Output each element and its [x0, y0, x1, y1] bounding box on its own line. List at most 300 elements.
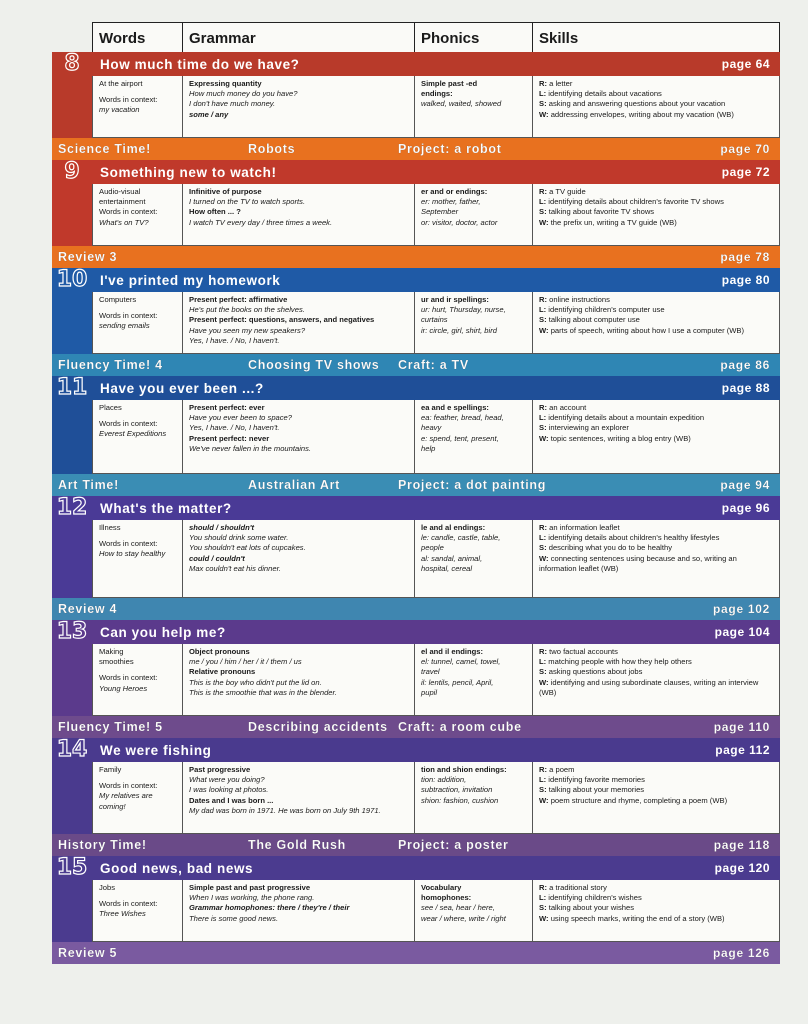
grammar-line: He's put the books on the shelves.: [189, 305, 305, 315]
band-page-ref: page 118: [713, 838, 770, 852]
skill-line: [539, 903, 775, 913]
unit-side-strip: [52, 644, 92, 716]
skill-line: [539, 218, 775, 228]
unit-title: Good news, bad news: [100, 860, 254, 876]
unit-content-row: [92, 880, 780, 942]
grammar-line: Present perfect: never: [189, 433, 270, 443]
column-header-row: [92, 22, 780, 52]
grammar-line: There is some good news.: [189, 913, 279, 923]
skill-line: [539, 678, 775, 698]
phonics-cell: [415, 762, 533, 833]
skill-text: topic sentences, writing a blog entry (WB): [550, 433, 691, 443]
grammar-line: I was looking at photos.: [189, 785, 269, 795]
words-line: Family: [99, 765, 122, 774]
phonics-line: September: [421, 207, 459, 217]
unit-12-title-bar: [52, 496, 780, 520]
skill-line: [539, 315, 775, 325]
skill-key: R:: [539, 883, 548, 892]
unit-side-strip: [52, 400, 92, 474]
skill-line: [539, 785, 775, 795]
section-band: [52, 834, 780, 856]
grammar-cell: [183, 880, 415, 941]
words-line: Audio-visual: [99, 187, 141, 196]
band-label: Review 3: [58, 250, 118, 264]
unit-13-body: [52, 644, 780, 716]
unit-side-strip: [52, 184, 92, 246]
grammar-line: This is the boy who didn't put the lid on.: [189, 677, 322, 687]
grammar-cell: [183, 184, 415, 245]
phonics-cell: [415, 520, 533, 597]
skill-line: [539, 893, 775, 903]
skill-text: identifying children's wishes: [548, 893, 642, 903]
unit-page-ref: page 88: [721, 381, 770, 395]
unit-content-row: [92, 184, 780, 246]
unit-content-row: [92, 644, 780, 716]
phonics-line: shion: fashion, cushion: [421, 795, 499, 805]
phonics-line: ur and ir spellings:: [421, 295, 489, 304]
phonics-line: e: spend, tent, present,: [421, 433, 499, 443]
grammar-line: I don't have much money.: [189, 99, 276, 109]
phonics-line: er: mother, father,: [421, 197, 481, 207]
skill-text: matching people with how they help others: [548, 657, 692, 667]
grammar-line: me / you / him / her / it / them / us: [189, 657, 302, 667]
skill-key: S:: [539, 543, 547, 553]
grammar-line: Yes, I have. / No, I haven't.: [189, 423, 280, 433]
skill-text: addressing envelopes, writing about my vacation (WB): [550, 109, 734, 119]
skill-text: identifying details about children's favorite TV shows: [548, 197, 724, 207]
band-page-ref: page 126: [713, 946, 770, 960]
grammar-line: Yes, I have. / No, I haven't.: [189, 335, 280, 345]
grammar-line: Relative pronouns: [189, 667, 256, 677]
words-cell: [93, 400, 183, 473]
grammar-line: When I was working, the phone rang.: [189, 893, 315, 903]
unit-15-title-bar: [52, 856, 780, 880]
words-cell: [93, 76, 183, 137]
skill-key: R:: [539, 765, 548, 774]
words-line: Young Heroes: [99, 683, 148, 693]
skill-key: W:: [539, 677, 549, 687]
grammar-line: some / any: [189, 109, 229, 119]
skill-key: L:: [539, 305, 547, 315]
skill-line: [539, 657, 775, 667]
unit-13-title-bar: [52, 620, 780, 644]
words-line: Words in context:: [99, 781, 158, 791]
band-project: Project: a robot: [398, 142, 502, 156]
grammar-cell: [183, 76, 415, 137]
skill-line: [539, 413, 775, 423]
band-page-ref: page 86: [720, 358, 770, 372]
phonics-line: endings:: [421, 89, 453, 99]
band-topic: Australian Art: [248, 478, 340, 492]
skill-line: [539, 403, 775, 413]
skill-key: R:: [539, 187, 548, 196]
skill-line: [539, 765, 775, 775]
unit-title: I've printed my homework: [100, 272, 281, 288]
skill-line: [539, 79, 775, 89]
words-cell: [93, 184, 183, 245]
unit-content-row: [92, 520, 780, 598]
grammar-cell: [183, 644, 415, 715]
band-label: Fluency Time! 4: [58, 358, 163, 372]
words-line: What's on TV?: [99, 217, 149, 227]
skill-text: parts of speech, writing about how I use a computer (WB): [550, 325, 744, 335]
skill-line: [539, 305, 775, 315]
unit-side-strip: [52, 762, 92, 834]
words-line: Words in context:: [99, 899, 158, 909]
words-line: Words in context:: [99, 673, 158, 683]
words-line: Making: [99, 647, 124, 656]
skill-line: [539, 99, 775, 109]
skill-line: [539, 89, 775, 99]
skill-key: S:: [539, 667, 547, 677]
unit-10-title-bar: [52, 268, 780, 292]
grammar-line: Dates and I was born ...: [189, 795, 274, 805]
skill-text: identifying and using subordinate clauses, writing an interview (WB): [539, 677, 759, 697]
words-line: Three Wishes: [99, 909, 146, 919]
skill-text: asking and answering questions about your vacation: [548, 99, 726, 109]
band-label: Fluency Time! 5: [58, 720, 163, 734]
words-line: Illness: [99, 523, 121, 532]
unit-number: 12: [56, 495, 88, 520]
grammar-cell: [183, 400, 415, 473]
grammar-line: could / couldn't: [189, 553, 245, 563]
band-label: Science Time!: [58, 142, 151, 156]
phonics-line: travel: [421, 667, 440, 677]
unit-title: We were fishing: [100, 742, 212, 758]
skill-key: L:: [539, 893, 547, 903]
unit-side-strip: [52, 76, 92, 138]
words-line: my vacation: [99, 105, 140, 115]
skill-line: [539, 796, 775, 806]
band-topic: The Gold Rush: [248, 838, 346, 852]
grammar-line: Max couldn't eat his dinner.: [189, 563, 281, 573]
phonics-line: wear / where, write / right: [421, 913, 506, 923]
phonics-line: el and il endings:: [421, 647, 484, 656]
skill-key: R:: [539, 523, 548, 532]
skill-line: [539, 434, 775, 444]
skill-key: S:: [539, 99, 547, 109]
words-cell: [93, 644, 183, 715]
skill-text: talking about your memories: [548, 785, 645, 795]
grammar-line: Expressing quantity: [189, 79, 262, 88]
skill-text: a letter: [549, 79, 573, 88]
unit-15-body: [52, 880, 780, 942]
phonics-cell: [415, 400, 533, 473]
band-topic: Describing accidents: [248, 720, 388, 734]
section-band: [52, 138, 780, 160]
skill-text: the prefix un, writing a TV guide (WB): [550, 217, 677, 227]
skills-cell: [533, 644, 779, 715]
phonics-line: er and or endings:: [421, 187, 488, 196]
skill-key: W:: [539, 325, 549, 335]
band-page-ref: page 94: [720, 478, 770, 492]
phonics-line: pupil: [421, 687, 438, 697]
skills-cell: [533, 400, 779, 473]
phonics-cell: [415, 76, 533, 137]
phonics-line: ur: hurt, Thursday, nurse,: [421, 305, 506, 315]
skill-line: [539, 914, 775, 924]
skill-text: poem structure and rhyme, completing a poem (WB): [550, 795, 728, 805]
phonics-line: see / sea, hear / here,: [421, 903, 495, 913]
unit-side-strip: [52, 880, 92, 942]
skill-key: L:: [539, 413, 547, 423]
band-page-ref: page 70: [720, 142, 770, 156]
words-line: sending emails: [99, 321, 150, 331]
band-project: Project: a dot painting: [398, 478, 547, 492]
words-line: Everest Expeditions: [99, 429, 167, 439]
skill-line: [539, 207, 775, 217]
grammar-line: My dad was born in 1971. He was born on July 9th 1971.: [189, 805, 381, 815]
skill-key: R:: [539, 295, 548, 304]
unit-page-ref: page 64: [721, 57, 770, 71]
skill-text: identifying details about children's healthy lifestyles: [548, 533, 720, 543]
grammar-cell: [183, 292, 415, 353]
band-label: History Time!: [58, 838, 147, 852]
grammar-cell: [183, 520, 415, 597]
words-line: coming!: [99, 801, 126, 811]
grammar-line: Grammar homophones: there / they're / their: [189, 903, 350, 913]
words-line: Computers: [99, 295, 137, 304]
skill-text: a traditional story: [549, 883, 607, 892]
unit-10-body: [52, 292, 780, 354]
skill-text: an account: [549, 403, 587, 412]
phonics-line: Simple past -ed: [421, 79, 478, 88]
skill-key: S:: [539, 207, 547, 217]
phonics-line: curtains: [421, 315, 448, 325]
skill-line: [539, 523, 775, 533]
phonics-line: walked, waited, showed: [421, 99, 502, 109]
grammar-line: Have you seen my new speakers?: [189, 325, 306, 335]
grammar-line: What were you doing?: [189, 775, 265, 785]
skill-text: an information leaflet: [549, 523, 620, 532]
skill-key: L:: [539, 533, 547, 543]
grammar-line: You shouldn't eat lots of cupcakes.: [189, 543, 306, 553]
units-list: [52, 52, 780, 964]
skill-line: [539, 543, 775, 553]
phonics-line: hospital, cereal: [421, 563, 473, 573]
skill-text: a TV guide: [549, 187, 586, 196]
band-page-ref: page 110: [713, 720, 770, 734]
band-label: Review 5: [58, 946, 118, 960]
unit-14-body: [52, 762, 780, 834]
header-skills: Skills: [539, 30, 579, 47]
skill-key: R:: [539, 403, 548, 412]
skill-text: identifying children's computer use: [548, 305, 665, 315]
skill-line: [539, 197, 775, 207]
skill-key: R:: [539, 79, 548, 88]
unit-page-ref: page 80: [721, 273, 770, 287]
section-band: [52, 942, 780, 964]
unit-number: 8: [64, 51, 80, 76]
unit-number: 14: [56, 737, 88, 762]
skill-text: identifying details about vacations: [548, 89, 662, 99]
skill-key: W:: [539, 433, 549, 443]
phonics-line: heavy: [421, 423, 442, 433]
phonics-line: help: [421, 443, 436, 453]
words-line: At the airport: [99, 79, 143, 88]
band-project: Craft: a TV: [398, 358, 469, 372]
unit-side-strip: [52, 292, 92, 354]
words-line: Jobs: [99, 883, 116, 892]
grammar-line: Past progressive: [189, 765, 251, 774]
skill-key: L:: [539, 89, 547, 99]
skill-key: L:: [539, 775, 547, 785]
unit-content-row: [92, 76, 780, 138]
phonics-line: people: [421, 543, 444, 553]
skill-line: [539, 533, 775, 543]
words-line: Words in context:: [99, 539, 158, 549]
unit-11-body: [52, 400, 780, 474]
unit-number: 15: [56, 855, 88, 880]
skill-line: [539, 554, 775, 574]
skill-line: [539, 326, 775, 336]
phonics-line: ea: feather, bread, head,: [421, 413, 504, 423]
unit-title: How much time do we have?: [100, 56, 300, 72]
grammar-line: How much money do you have?: [189, 89, 298, 99]
section-band: [52, 354, 780, 376]
unit-9-title-bar: [52, 160, 780, 184]
unit-number: 9: [64, 159, 80, 184]
phonics-cell: [415, 644, 533, 715]
words-cell: [93, 292, 183, 353]
header-words: Words: [93, 23, 183, 52]
skill-text: interviewing an explorer: [548, 423, 629, 433]
skill-line: [539, 883, 775, 893]
grammar-line: Have you ever been to space?: [189, 413, 293, 423]
skill-line: [539, 187, 775, 197]
skills-cell: [533, 880, 779, 941]
words-cell: [93, 520, 183, 597]
words-line: My relatives are: [99, 791, 153, 801]
skill-text: online instructions: [549, 295, 610, 304]
skill-text: using speech marks, writing the end of a story (WB): [550, 913, 725, 923]
skill-text: describing what you do to be healthy: [548, 543, 672, 553]
words-line: Words in context:: [99, 95, 158, 105]
phonics-line: subtraction, invitation: [421, 785, 493, 795]
grammar-line: Present perfect: questions, answers, and negatives: [189, 315, 375, 325]
band-label: Art Time!: [58, 478, 119, 492]
skill-line: [539, 667, 775, 677]
skill-text: talking about computer use: [548, 315, 640, 325]
phonics-line: il: lentils, pencil, April,: [421, 677, 494, 687]
skill-line: [539, 295, 775, 305]
skills-cell: [533, 762, 779, 833]
words-line: Places: [99, 403, 122, 412]
unit-number: 13: [56, 619, 88, 644]
grammar-line: Infinitive of purpose: [189, 187, 262, 196]
skill-key: W:: [539, 795, 549, 805]
unit-side-strip: [52, 520, 92, 598]
skills-cell: [533, 184, 779, 245]
skill-text: two factual accounts: [549, 647, 618, 656]
unit-title: Something new to watch!: [100, 164, 277, 180]
unit-number: 10: [56, 267, 88, 292]
phonics-line: ea and e spellings:: [421, 403, 489, 412]
unit-page-ref: page 120: [714, 861, 770, 875]
unit-page-ref: page 112: [715, 743, 770, 757]
grammar-line: I watch TV every day / three times a week.: [189, 217, 333, 227]
grammar-line: should / shouldn't: [189, 523, 255, 532]
header-phonics: Phonics: [415, 23, 533, 52]
unit-8-title-bar: [52, 52, 780, 76]
unit-14-title-bar: [52, 738, 780, 762]
unit-content-row: [92, 762, 780, 834]
unit-title: Have you ever been ...?: [100, 380, 264, 396]
phonics-cell: [415, 292, 533, 353]
skill-text: a poem: [549, 765, 575, 774]
skill-key: W:: [539, 553, 549, 563]
skills-cell: [533, 292, 779, 353]
skill-line: [539, 423, 775, 433]
phonics-line: el: tunnel, camel, towel,: [421, 657, 501, 667]
words-cell: [93, 762, 183, 833]
skill-key: W:: [539, 109, 549, 119]
unit-page-ref: page 104: [714, 625, 770, 639]
skill-text: talking about favorite TV shows: [548, 207, 655, 217]
unit-11-title-bar: [52, 376, 780, 400]
band-project: Craft: a room cube: [398, 720, 522, 734]
section-band: [52, 716, 780, 738]
unit-page-ref: page 96: [721, 501, 770, 515]
grammar-line: Object pronouns: [189, 647, 250, 656]
words-cell: [93, 880, 183, 941]
skill-key: R:: [539, 647, 548, 656]
unit-title: What's the matter?: [100, 500, 232, 516]
skill-text: identifying favorite memories: [548, 775, 645, 785]
unit-page-ref: page 72: [721, 165, 770, 179]
words-line: smoothies: [99, 657, 134, 667]
grammar-line: I turned on the TV to watch sports.: [189, 197, 306, 207]
header-grammar: Grammar: [183, 23, 415, 52]
unit-8-body: [52, 76, 780, 138]
skills-cell: [533, 520, 779, 597]
skill-key: S:: [539, 903, 547, 913]
skill-line: [539, 110, 775, 120]
grammar-line: Simple past and past progressive: [189, 883, 311, 892]
phonics-line: le: candle, castle, table,: [421, 533, 501, 543]
skill-key: W:: [539, 217, 549, 227]
phonics-line: le and al endings:: [421, 523, 486, 532]
band-page-ref: page 78: [720, 250, 770, 264]
skill-text: talking about your wishes: [548, 903, 634, 913]
section-band: [52, 246, 780, 268]
band-topic: Choosing TV shows: [248, 358, 380, 372]
section-band: [52, 474, 780, 496]
contents-table: [52, 22, 780, 964]
grammar-line: Present perfect: affirmative: [189, 295, 288, 304]
words-line: entertainment: [99, 197, 146, 207]
band-label: Review 4: [58, 602, 118, 616]
section-band: [52, 598, 780, 620]
skill-key: S:: [539, 785, 547, 795]
phonics-cell: [415, 184, 533, 245]
skill-line: [539, 647, 775, 657]
skill-text: asking questions about jobs: [548, 667, 643, 677]
unit-number: 11: [56, 375, 88, 400]
unit-9-body: [52, 184, 780, 246]
phonics-line: tion and shion endings:: [421, 765, 507, 774]
grammar-line: This is the smoothie that was in the blender.: [189, 687, 337, 697]
band-page-ref: page 102: [713, 602, 770, 616]
unit-title: Can you help me?: [100, 624, 226, 640]
skill-text: identifying details about a mountain expedition: [548, 413, 705, 423]
grammar-cell: [183, 762, 415, 833]
words-line: Words in context:: [99, 419, 158, 429]
band-project: Project: a poster: [398, 838, 509, 852]
grammar-line: You should drink some water.: [189, 533, 289, 543]
grammar-line: How often ... ?: [189, 207, 241, 217]
skill-text: connecting sentences using because and so, writing an information leaflet (WB): [539, 553, 737, 573]
